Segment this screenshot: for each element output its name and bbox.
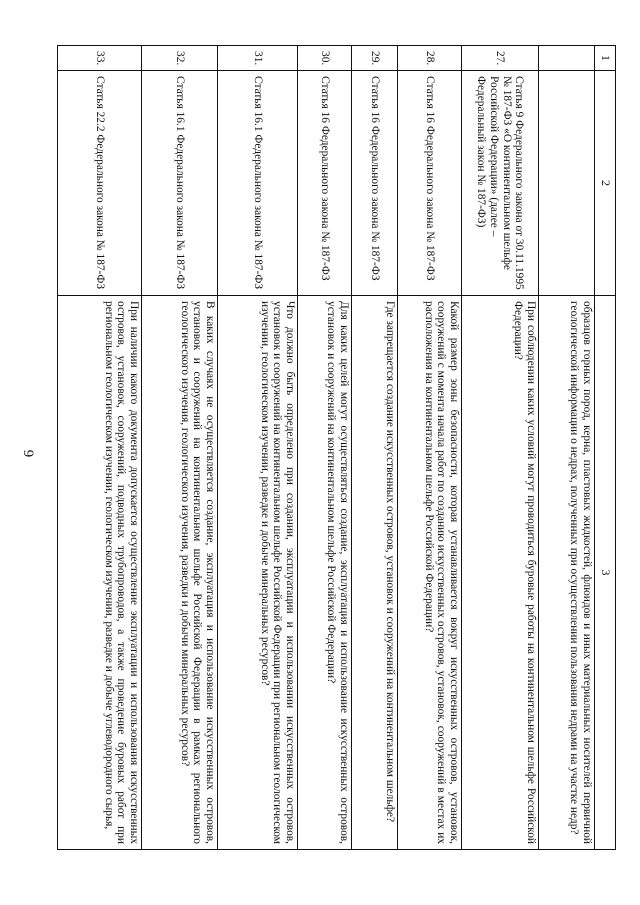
question-text: При наличии какого документа допускается осуществление эксплуатации и использования искусственных островов, установок, сооружений, подводных трубопроводов, а также проведение буровых работ при региональном геологическом изучении, геологическом изучении, разведке и добыче углеводородного сырья, — [58, 296, 142, 850]
column-header-1: 1 — [595, 46, 616, 71]
question-text: Какой размер зоны безопасности, которая устанавливается вокруг искусственных островов, установок, сооружений с момента начала работ по созданию искусственных островов, установок, сооружений в местах их расположения на континентальном шельфе Российской Федерации? — [398, 296, 462, 850]
row-number: 31. — [218, 46, 298, 71]
row-number: 33. — [58, 46, 142, 71]
law-reference: Статья 16 Федерального закона № 187-ФЗ — [298, 71, 352, 296]
question-text: Где запрещается создание искусственных островов, установок и сооружений на континентальном шельфе? — [352, 296, 398, 850]
question-text: образцов горных пород, керна, пластовых жидкостей, флюидов и иных материальных носителей первичной геологической информации о недрах, полученных при осуществлении пользования недрами на участке недр? — [539, 296, 595, 850]
column-header-2: 2 — [595, 71, 616, 296]
table-row — [462, 46, 539, 850]
table-row — [218, 46, 298, 850]
question-text: В каких случаях не осуществляется создание, эксплуатация и использование искусственных островов, установок и сооружений на континентальном шельфе Российской Федерации в рамках регионального геологического изучения, геологического изучения, разведки и добычи минеральных ресурсов? — [142, 296, 218, 850]
question-text: При соблюдении каких условий могут проводиться буровые работы на континентальном шельфе Российской Федерации? — [462, 296, 539, 850]
law-reference: Статья 16.1 Федерального закона № 187-ФЗ — [218, 71, 298, 296]
table-row — [398, 46, 462, 850]
law-reference — [539, 71, 595, 296]
row-number: 27. — [462, 46, 539, 71]
question-text: Для каких целей могут осуществляться создание, эксплуатация и использование искусственных островов, установок и сооружений на континентальном шельфе Российской Федерации? — [298, 296, 352, 850]
row-number: 29. — [352, 46, 398, 71]
table-row — [352, 46, 398, 850]
law-reference: Статья 16 Федерального закона № 187-ФЗ — [398, 71, 462, 296]
law-reference: Статья 9 Федерального закона от 30.11.1995 № 187-ФЗ «О континентальном шельфе Российской Федерации» (далее – Федеральный закон № 187-ФЗ) — [462, 71, 539, 296]
table-row — [539, 46, 595, 850]
table-row — [142, 46, 218, 850]
row-number: 32. — [142, 46, 218, 71]
page-number: 6 — [21, 449, 38, 458]
row-number: 30. — [298, 46, 352, 71]
row-number: 28. — [398, 46, 462, 71]
table-row — [298, 46, 352, 850]
column-header-3: 3 — [595, 296, 616, 850]
questions-table — [57, 45, 616, 850]
header-row — [595, 46, 616, 850]
rotated-page — [57, 45, 616, 849]
table-row — [58, 46, 142, 850]
row-number — [539, 46, 595, 71]
law-reference: Статья 16 Федерального закона № 187-ФЗ — [352, 71, 398, 296]
question-text: Что должно быть определено при создании, эксплуатации и использовании искусственных островов, установок и сооружений на континентальном шельфе Российской Федерации при региональном геологическом изучении, геологическом изучении, разведке и добыче минеральных ресурсов? — [218, 296, 298, 850]
law-reference: Статья 22.2 Федерального закона № 187-ФЗ — [58, 71, 142, 296]
law-reference: Статья 16.1 Федерального закона № 187-ФЗ — [142, 71, 218, 296]
